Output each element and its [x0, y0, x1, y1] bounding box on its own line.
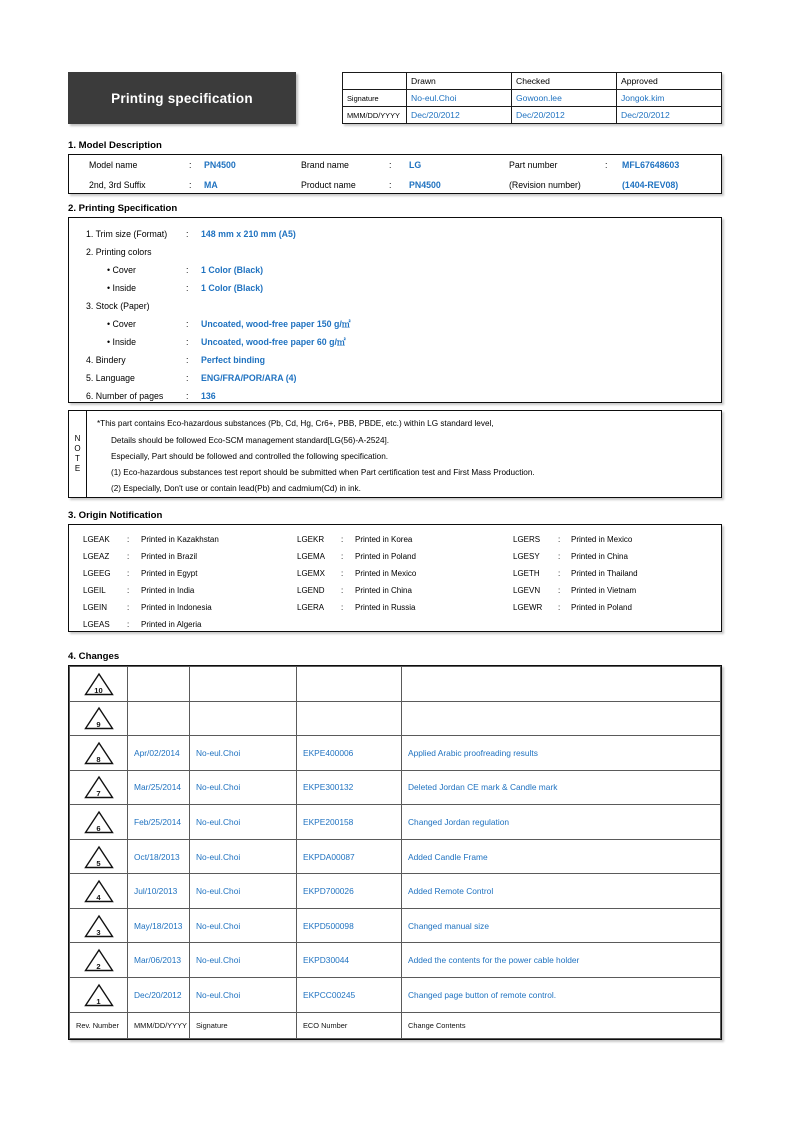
revision-date: Dec/20/2012 — [128, 977, 190, 1012]
revision-signature — [190, 701, 297, 736]
revision-change-contents: Changed manual size — [402, 908, 721, 943]
revision-eco-number: EKPDA00087 — [297, 839, 402, 874]
revision-marker-cell — [70, 908, 128, 943]
stock-inside-colon: : — [186, 337, 189, 347]
revision-marker-cell — [70, 770, 128, 805]
date-drawn: Dec/20/2012 — [407, 107, 512, 124]
approval-col-drawn: Drawn — [407, 73, 512, 90]
printing-colors-label: 2. Printing colors — [86, 247, 152, 257]
table-row — [70, 977, 721, 1012]
signature-drawn: No-eul.Choi — [407, 90, 512, 107]
suffix-label: 2nd, 3rd Suffix — [89, 180, 146, 190]
origin-text-lgemx: Printed in Mexico — [355, 569, 417, 578]
stock-cover-value: Uncoated, wood-free paper 150 g/㎡ — [201, 319, 351, 329]
legend-signature: Signature — [190, 1012, 297, 1038]
section-heading-model-description: 1. Model Description — [68, 140, 162, 151]
changes-table-box — [68, 665, 722, 1040]
origin-colon-lgein: : — [127, 603, 130, 612]
approval-header-row — [343, 73, 722, 90]
origin-text-lgers: Printed in Mexico — [571, 535, 633, 544]
table-row — [70, 701, 721, 736]
note-vertical-label — [69, 411, 87, 497]
date-approved: Dec/20/2012 — [617, 107, 722, 124]
printing-colors-inside-colon: : — [186, 283, 189, 293]
origin-text-lgevn: Printed in Vietnam — [571, 586, 637, 595]
revision-number-value: (1404-REV08) — [622, 180, 679, 190]
origin-text-lgeil: Printed in India — [141, 586, 195, 595]
revision-marker-cell — [70, 701, 128, 736]
origin-text-lgera: Printed in Russia — [355, 603, 416, 612]
bindery-value: Perfect binding — [201, 355, 266, 365]
revision-number-label: 4 — [96, 893, 101, 903]
origin-code-lgesy: LGESY — [513, 552, 540, 561]
revision-signature: No-eul.Choi — [190, 770, 297, 805]
origin-code-lgevn: LGEVN — [513, 586, 541, 595]
trim-size-colon: : — [186, 229, 189, 239]
printing-colors-cover-label: • Cover — [107, 265, 136, 275]
revision-number-label: 6 — [96, 823, 101, 833]
approval-row-label-date: MMM/DD/YYYY — [343, 107, 407, 124]
revision-signature: No-eul.Choi — [190, 839, 297, 874]
stock-inside-value: Uncoated, wood-free paper 60 g/㎡ — [201, 337, 346, 347]
number-of-pages-label: 6. Number of pages — [86, 391, 164, 401]
origin-colon-lgemx: : — [341, 569, 344, 578]
legend-rev-number: Rev. Number — [70, 1012, 128, 1038]
revision-triangle-icon — [84, 775, 114, 799]
revision-marker-cell — [70, 839, 128, 874]
note-char-t: T — [75, 454, 80, 463]
revision-triangle-icon — [84, 810, 114, 834]
model-name-colon: : — [189, 160, 192, 170]
revision-change-contents: Deleted Jordan CE mark & Candle mark — [402, 770, 721, 805]
stock-paper-label: 3. Stock (Paper) — [86, 301, 150, 311]
origin-text-lgewr: Printed in Poland — [571, 603, 632, 612]
changes-table — [69, 666, 721, 1039]
revision-change-contents: Changed Jordan regulation — [402, 805, 721, 840]
note-body — [87, 411, 721, 497]
language-label: 5. Language — [86, 373, 135, 383]
origin-code-lgemx: LGEMX — [297, 569, 326, 578]
revision-number-label: (Revision number) — [509, 180, 581, 190]
origin-code-lgeeg: LGEEG — [83, 569, 111, 578]
section-heading-changes: 4. Changes — [68, 651, 120, 662]
revision-marker-cell — [70, 805, 128, 840]
origin-code-lgend: LGEND — [297, 586, 325, 595]
table-row — [70, 874, 721, 909]
revision-change-contents — [402, 701, 721, 736]
note-line-2: Details should be followed Eco-SCM management standard[LG(56)-A-2524]. — [111, 436, 390, 445]
revision-number-label: 1 — [96, 996, 101, 1006]
origin-colon-lgeaz: : — [127, 552, 130, 561]
revision-eco-number — [297, 667, 402, 702]
printing-colors-inside-label: • Inside — [107, 283, 136, 293]
changes-legend-row — [70, 1012, 721, 1038]
table-row — [70, 805, 721, 840]
revision-triangle-icon — [84, 879, 114, 903]
language-colon: : — [186, 373, 189, 383]
table-row — [70, 736, 721, 771]
origin-colon-lgewr: : — [558, 603, 561, 612]
date-checked: Dec/20/2012 — [512, 107, 617, 124]
revision-date: Mar/25/2014 — [128, 770, 190, 805]
approval-col-approved: Approved — [617, 73, 722, 90]
origin-notification-box — [68, 524, 722, 632]
revision-change-contents: Changed page button of remote control. — [402, 977, 721, 1012]
revision-signature: No-eul.Choi — [190, 977, 297, 1012]
signature-approved: Jongok.kim — [617, 90, 722, 107]
origin-colon-lgeas: : — [127, 620, 130, 629]
document-header — [68, 72, 722, 124]
revision-triangle-icon — [84, 914, 114, 938]
origin-text-lgekr: Printed in Korea — [355, 535, 413, 544]
suffix-value: MA — [204, 180, 218, 190]
suffix-colon: : — [189, 180, 192, 190]
revision-date: Apr/02/2014 — [128, 736, 190, 771]
approval-corner-cell — [343, 73, 407, 90]
origin-colon-lgevn: : — [558, 586, 561, 595]
note-line-3: Especially, Part should be followed and controlled the following specification. — [111, 452, 389, 461]
part-number-label: Part number — [509, 160, 558, 170]
section-heading-printing-specification: 2. Printing Specification — [68, 203, 178, 214]
revision-number-label: 9 — [96, 720, 101, 730]
origin-colon-lgera: : — [341, 603, 344, 612]
revision-eco-number: EKPD700026 — [297, 874, 402, 909]
origin-code-lgewr: LGEWR — [513, 603, 543, 612]
origin-code-lgers: LGERS — [513, 535, 541, 544]
revision-date: May/18/2013 — [128, 908, 190, 943]
origin-text-lgeaz: Printed in Brazil — [141, 552, 198, 561]
legend-date: MMM/DD/YYYY — [128, 1012, 190, 1038]
revision-date: Mar/06/2013 — [128, 943, 190, 978]
origin-text-lgeas: Printed in Algeria — [141, 620, 202, 629]
revision-eco-number: EKPE300132 — [297, 770, 402, 805]
revision-triangle-icon — [84, 706, 114, 730]
approval-date-row — [343, 107, 722, 124]
product-name-value: PN4500 — [409, 180, 441, 190]
approval-table — [342, 72, 722, 124]
product-name-label: Product name — [301, 180, 356, 190]
origin-colon-lgend: : — [341, 586, 344, 595]
printing-colors-cover-value: 1 Color (Black) — [201, 265, 264, 275]
approval-col-checked: Checked — [512, 73, 617, 90]
revision-date: Feb/25/2014 — [128, 805, 190, 840]
origin-code-lgeas: LGEAS — [83, 620, 110, 629]
revision-change-contents: Applied Arabic proofreading results — [402, 736, 721, 771]
origin-text-lgeth: Printed in Thailand — [571, 569, 638, 578]
page-title: Printing specification — [68, 72, 296, 124]
revision-triangle-icon — [84, 741, 114, 765]
approval-signature-row — [343, 90, 722, 107]
origin-colon-lgekr: : — [341, 535, 344, 544]
origin-colon-lgema: : — [341, 552, 344, 561]
revision-signature: No-eul.Choi — [190, 874, 297, 909]
revision-date — [128, 667, 190, 702]
printing-colors-inside-value: 1 Color (Black) — [201, 283, 264, 293]
printing-colors-cover-colon: : — [186, 265, 189, 275]
revision-change-contents: Added the contents for the power cable holder — [402, 943, 721, 978]
revision-eco-number: EKPD30044 — [297, 943, 402, 978]
bindery-label: 4. Bindery — [86, 355, 126, 365]
origin-code-lgekr: LGEKR — [297, 535, 325, 544]
changes-table-body — [70, 667, 721, 1013]
trim-size-label: 1. Trim size (Format) — [86, 229, 168, 239]
printing-specification-box — [68, 217, 722, 403]
revision-change-contents: Added Remote Control — [402, 874, 721, 909]
origin-colon-lgeak: : — [127, 535, 130, 544]
brand-name-value: LG — [409, 160, 422, 170]
origin-code-lgeaz: LGEAZ — [83, 552, 110, 561]
revision-marker-cell — [70, 667, 128, 702]
number-of-pages-value: 136 — [201, 391, 216, 401]
revision-change-contents — [402, 667, 721, 702]
origin-code-lgeak: LGEAK — [83, 535, 110, 544]
revision-eco-number: EKPE400006 — [297, 736, 402, 771]
brand-name-colon: : — [389, 160, 392, 170]
legend-eco-number: ECO Number — [297, 1012, 402, 1038]
origin-text-lgesy: Printed in China — [571, 552, 628, 561]
revision-date: Oct/18/2013 — [128, 839, 190, 874]
revision-number-label: 2 — [96, 962, 101, 972]
revision-signature: No-eul.Choi — [190, 736, 297, 771]
note-char-e: E — [74, 464, 81, 473]
table-row — [70, 770, 721, 805]
note-char-o: O — [74, 444, 81, 453]
origin-text-lgeak: Printed in Kazakhstan — [141, 535, 219, 544]
revision-triangle-icon — [84, 948, 114, 972]
model-description-box — [68, 154, 722, 194]
origin-colon-lgeil: : — [127, 586, 130, 595]
revision-eco-number: EKPE200158 — [297, 805, 402, 840]
table-row — [70, 943, 721, 978]
origin-colon-lgeth: : — [558, 569, 561, 578]
product-name-colon: : — [389, 180, 392, 190]
approval-row-label-signature: Signature — [343, 90, 407, 107]
origin-colon-lgeeg: : — [127, 569, 130, 578]
note-box — [68, 410, 722, 498]
trim-size-value: 148 mm x 210 mm (A5) — [201, 229, 296, 239]
language-value: ENG/FRA/POR/ARA (4) — [201, 373, 297, 383]
revision-triangle-icon — [84, 672, 114, 696]
note-char-n: N — [74, 434, 81, 443]
part-number-value: MFL67648603 — [622, 160, 680, 170]
revision-marker-cell — [70, 977, 128, 1012]
origin-text-lgema: Printed in Poland — [355, 552, 416, 561]
origin-text-lgeeg: Printed in Egypt — [141, 569, 198, 578]
stock-cover-colon: : — [186, 319, 189, 329]
revision-number-label: 10 — [94, 685, 103, 695]
revision-marker-cell — [70, 943, 128, 978]
table-row — [70, 667, 721, 702]
origin-colon-lgers: : — [558, 535, 561, 544]
stock-inside-label: • Inside — [107, 337, 136, 347]
revision-number-label: 3 — [96, 927, 101, 937]
revision-signature: No-eul.Choi — [190, 943, 297, 978]
bindery-colon: : — [186, 355, 189, 365]
revision-number-label: 7 — [96, 789, 101, 799]
origin-code-lgein: LGEIN — [83, 603, 108, 612]
revision-change-contents: Added Candle Frame — [402, 839, 721, 874]
origin-code-lgera: LGERA — [297, 603, 325, 612]
number-of-pages-colon: : — [186, 391, 189, 401]
revision-triangle-icon — [84, 845, 114, 869]
table-row — [70, 908, 721, 943]
revision-marker-cell — [70, 874, 128, 909]
revision-eco-number: EKPCC00245 — [297, 977, 402, 1012]
revision-signature — [190, 667, 297, 702]
origin-text-lgein: Printed in Indonesia — [141, 603, 212, 612]
revision-signature: No-eul.Choi — [190, 908, 297, 943]
revision-eco-number: EKPD500098 — [297, 908, 402, 943]
stock-cover-label: • Cover — [107, 319, 136, 329]
revision-number-label: 8 — [96, 754, 101, 764]
revision-marker-cell — [70, 736, 128, 771]
model-name-label: Model name — [89, 160, 138, 170]
revision-signature: No-eul.Choi — [190, 805, 297, 840]
origin-code-lgeth: LGETH — [513, 569, 540, 578]
legend-change-contents: Change Contents — [402, 1012, 721, 1038]
note-line-5: (2) Especially, Don't use or contain lead(Pb) and cadmium(Cd) in ink. — [111, 484, 361, 493]
revision-eco-number — [297, 701, 402, 736]
note-line-4: (1) Eco-hazardous substances test report should be submitted when Part certification test and First Mass Production. — [111, 468, 535, 477]
brand-name-label: Brand name — [301, 160, 349, 170]
revision-triangle-icon — [84, 983, 114, 1007]
origin-text-lgend: Printed in China — [355, 586, 412, 595]
origin-colon-lgesy: : — [558, 552, 561, 561]
origin-code-lgema: LGEMA — [297, 552, 326, 561]
origin-code-lgeil: LGEIL — [83, 586, 106, 595]
revision-date: Jul/10/2013 — [128, 874, 190, 909]
revision-number-label: 5 — [96, 858, 101, 868]
signature-checked: Gowoon.lee — [512, 90, 617, 107]
revision-date — [128, 701, 190, 736]
part-number-colon: : — [605, 160, 608, 170]
note-line-1: *This part contains Eco-hazardous substances (Pb, Cd, Hg, Cr6+, PBB, PBDE, etc.) within LG standard level, — [97, 419, 494, 428]
section-heading-origin-notification: 3. Origin Notification — [68, 510, 163, 521]
table-row — [70, 839, 721, 874]
model-name-value: PN4500 — [204, 160, 236, 170]
